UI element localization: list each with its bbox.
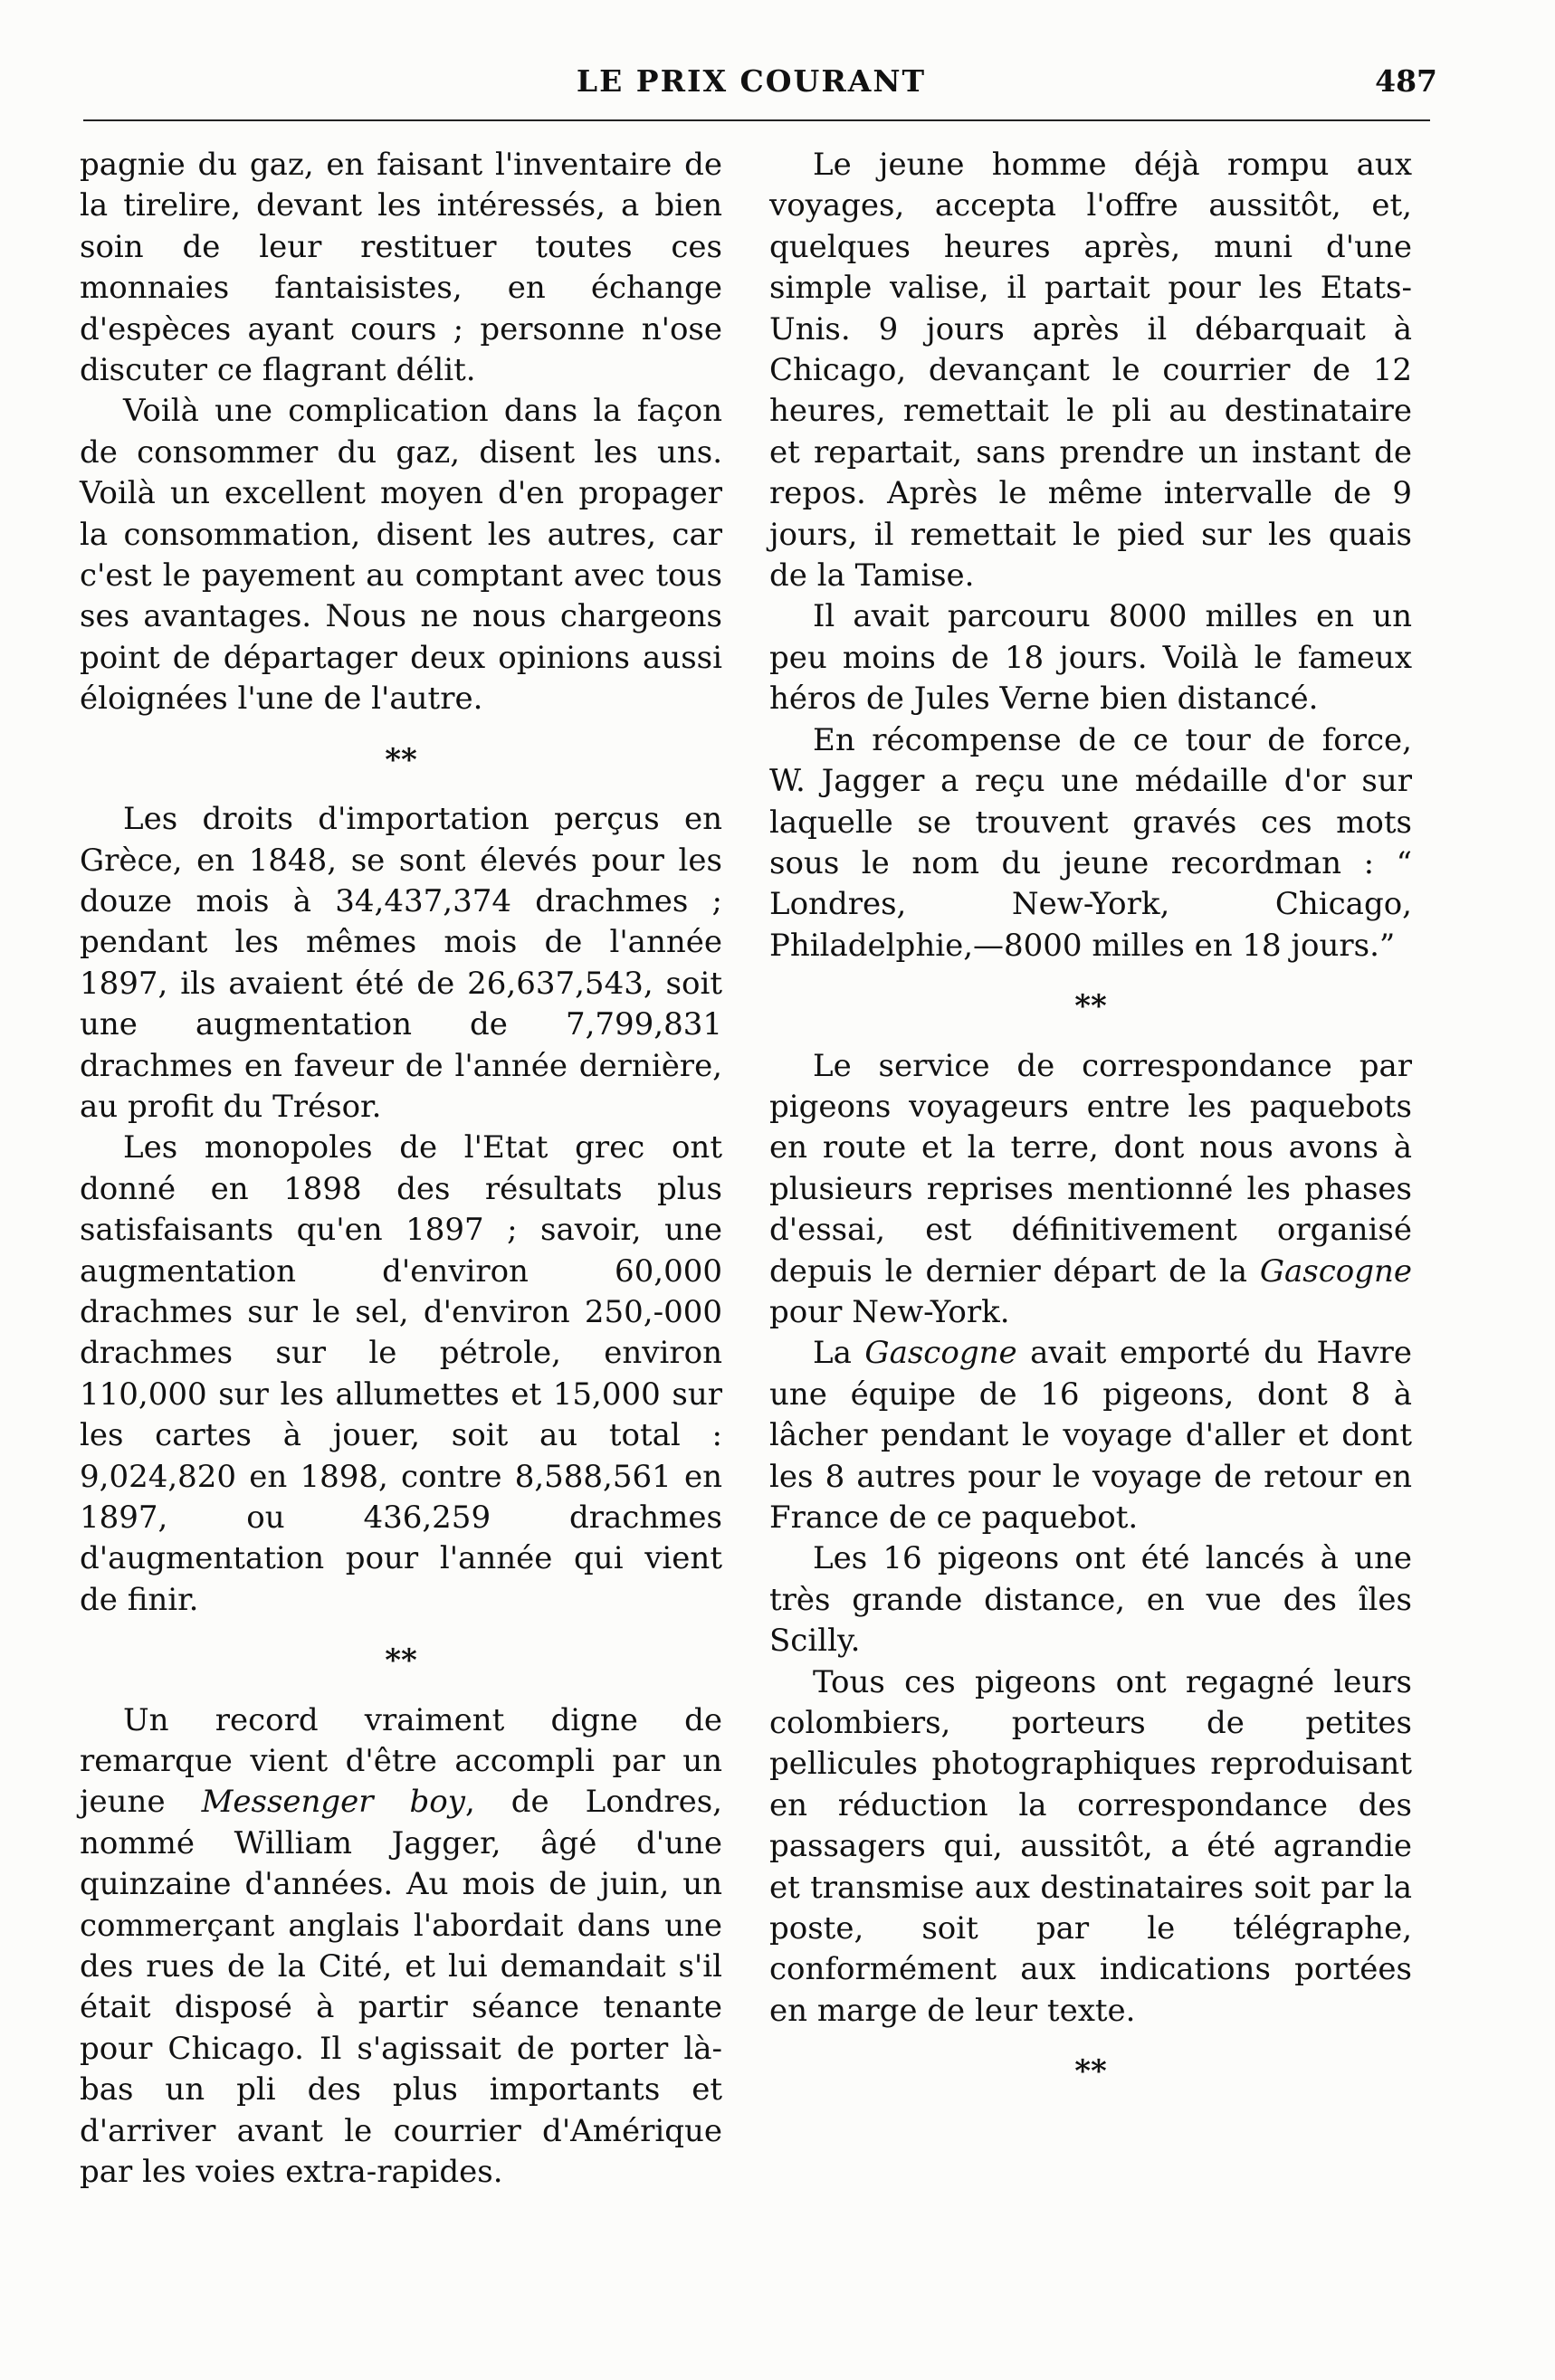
text-run: pour New-York. xyxy=(769,1293,1010,1330)
section-separator: ** xyxy=(385,741,417,778)
paragraph-greece-import-duties: Les droits d'importation perçus en Grèce, en 1848, se sont élevés pour les douze mois à 34,437,374 drachmes ; pendant les mêmes mois de l'année 1897, ils avaient été de 26,637,543, soit une augmentation de 7,799,831 drachmes en faveur de l'année dernière, au profit du Trésor. xyxy=(80,801,722,1125)
page-header xyxy=(0,56,1555,110)
page-number: 487 xyxy=(1375,63,1437,99)
paragraph-pigeon-service xyxy=(769,1046,1412,1334)
paragraph-greece-monopolies: Les monopoles de l'Etat grec ont donné en 1898 des résultats plus satisfaisants qu'en 1897 ; savoir, une augmentation d'environ 60,000 drachmes sur le sel, d'environ 250,-000 drachmes sur le pétrole, environ 110,000 sur les allumettes et 15,000 sur les cartes à jouer, soit au total : 9,024,820 en 1898, contre 8,588,561 en 1897, ou 436,259 drachmes d'augmentation pour l'année qui vient de finir. xyxy=(80,1129,722,1618)
paragraph-jagger-medal: En récompense de ce tour de force, W. Jagger a reçu une médaille d'or sur laquelle se trouvent gravés ces mots sous le nom du jeune recordman : “ Londres, New-York, Chicago, Philadelphie,—8000 milles en 18 jours.” xyxy=(769,721,1412,964)
paragraph-pigeons-returned: Tous ces pigeons ont regagné leurs colombiers, porteurs de petites pellicules photographiques reproduisant en réduction la correspondance des passagers qui, aussitôt, a été agrandie et transmise aux destinataires soit par la poste, soit par le télégraphe, conformément aux indications portées en marge de leur texte. xyxy=(769,1663,1412,2029)
section-separator: ** xyxy=(1074,2053,1107,2090)
paragraph-gaz-opinions: Voilà une complication dans la façon de consommer du gaz, disent les uns. Voilà un excellent moyen d'en propager la consommation, disent les autres, car c'est le payement au comptant avec tous ses avantages. Nous ne nous chargeons point de départager deux opinions aussi éloignées l'une de l'autre. xyxy=(80,393,722,718)
header-rule xyxy=(83,119,1430,121)
paragraph-jagger-journey: Le jeune homme déjà rompu aux voyages, accepta l'offre aussitôt, et, quelques heures après, muni d'une simple valise, il partait pour les Etats-Unis. 9 jours après il débarquait à Chicago, devançant le courrier de 12 heures, remettait le pli au destinataire et repartait, sans prendre un instant de repos. Après le même intervalle de 9 jours, il remettait le pied sur les quais de la Tamise. xyxy=(769,147,1412,595)
text-run: Un record vraiment digne de remarque vient d'être accompli par un jeune xyxy=(80,1701,722,1821)
italic-text: Gascogne xyxy=(1259,1252,1412,1290)
paragraph-gascogne-pigeons xyxy=(769,1333,1412,1538)
paragraph-messenger-boy-record xyxy=(80,1700,722,2194)
paragraph-jagger-distance: Il avait parcouru 8000 milles en un peu moins de 18 jours. Voilà le fameux héros de Jules Verne bien distancé. xyxy=(769,598,1412,718)
italic-text: Gascogne xyxy=(864,1335,1017,1372)
running-title: LE PRIX COURANT xyxy=(576,63,927,99)
text-run: avait emporté du Havre une équipe de 16 pigeons, dont 8 à lâcher pendant le voyage d'aller et dont les 8 autres pour le voyage de retour en France de ce paquebot. xyxy=(769,1335,1412,1536)
text-run: Le service de correspondance par pigeons voyageurs entre les paquebots en route et la terre, dont nous avons à plusieurs reprises mentionné les phases d'essai, est définitivement organisé depuis le dernier départ de la xyxy=(769,1047,1412,1290)
right-column xyxy=(769,145,1412,2353)
paragraph-pigeons-launched: Les 16 pigeons ont été lancés à une très grande distance, en vue des îles Scilly. xyxy=(769,1540,1412,1660)
italic-text: Messenger boy xyxy=(201,1784,465,1821)
left-column xyxy=(80,145,722,2353)
section-separator: ** xyxy=(385,1642,417,1680)
paragraph-gaz-continuation: pagnie du gaz, en faisant l'inventaire de la tirelire, devant les intéressés, a bien soin de leur restituer toutes ces monnaies fantaisistes, en échange d'espèces ayant cours ; personne n'ose discuter ce flagrant délit. xyxy=(80,147,722,389)
text-run: La xyxy=(813,1335,865,1372)
section-separator: ** xyxy=(1074,988,1107,1025)
text-run: , de Londres, nommé William Jagger, âgé d'une quinzaine d'années. Au mois de juin, un commerçant anglais l'abordait dans une des rues de la Cité, et lui demandait s'il était disposé à partir séance tenante pour Chicago. Il s'agissait de porter là-bas un pli des plus importants et d'arriver avant le courrier d'Amérique par les voies extra-rapides. xyxy=(80,1784,722,2191)
